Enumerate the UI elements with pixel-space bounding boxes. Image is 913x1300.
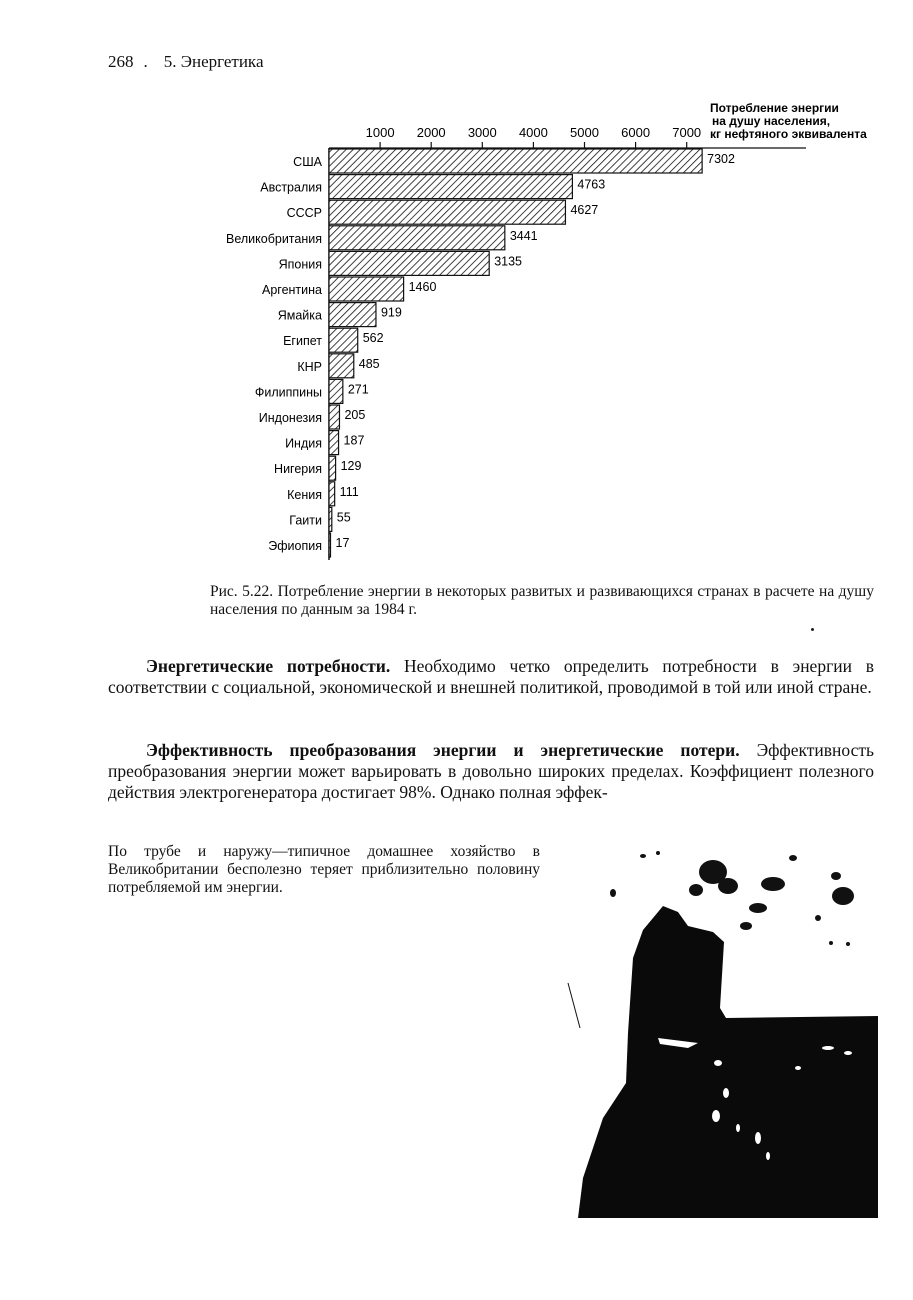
value-label: 111 [339,484,359,499]
bar [329,354,354,378]
category-label: Кения [287,487,322,502]
paragraph-text: Эффективность преобразования энергии может варьировать в довольно широких пределах. Коэффициент полезного действия электрогенератора достигает 98%. Однако полная эффек- [108,740,874,802]
photo-caption: По трубе и наружу—типичное домашнее хозяйство в Великобритании бесполезно теряет приблизительно половину потребляемой им энергии. [108,843,540,896]
x-tick-label: 7000 [672,125,702,140]
x-tick-label: 5000 [570,125,599,140]
value-label: 271 [347,382,369,397]
value-label: 4627 [570,203,599,218]
axis-title [710,101,867,141]
value-label: 187 [343,433,365,448]
x-tick-label: 2000 [416,125,446,140]
bar [329,175,572,199]
category-label: Нигерия [274,462,322,477]
category-label: Индия [285,436,322,451]
paragraph-efficiency [108,740,874,803]
bar [329,482,335,506]
value-label: 919 [380,305,402,320]
header-separator: . [143,52,148,71]
axis-title-line-1: Потребление энергии [710,101,839,115]
paragraph-text: Необходимо четко определить потребности в энергии в соответствии с социальной, экономической и внешней политикой, проводимой в той или иной стране. [108,656,874,697]
figure-caption: Рис. 5.22. Потребление энергии в некоторых развитых и развивающихся странах в расчете на душу населения по данным за 1984 г. [210,583,874,618]
bar [329,251,489,275]
bar [329,431,339,455]
value-label: 55 [336,510,351,525]
value-label: 485 [358,356,380,371]
bar [329,533,331,557]
bar [329,405,339,429]
value-label: 3135 [494,254,523,269]
x-tick-label: 6000 [621,125,651,140]
category-label: Индонезия [258,411,322,425]
paragraph-heading: Эффективность преобразования энергии и энергетические потери. [146,740,740,760]
x-tick-label: 4000 [518,125,548,140]
x-tick-label: 1000 [365,125,395,140]
bar [329,303,376,327]
axis-title-line-2: на душу населения, [712,114,831,128]
value-label: 562 [362,331,384,346]
category-label: Япония [278,257,322,272]
category-label: Филиппины [254,385,322,400]
stray-dot [811,628,814,631]
bar [329,328,358,352]
value-label: 7302 [707,152,735,166]
bar [329,149,702,173]
category-label: КНР [297,359,322,374]
bar [329,507,332,531]
section-title: 5. Энергетика [163,52,264,71]
category-label: Аргентина [262,283,322,297]
category-label: СССР [286,206,322,221]
bar [329,277,404,301]
bar [329,456,336,480]
value-label: 205 [344,408,366,422]
x-tick-label: 3000 [467,125,497,140]
value-label: 129 [340,459,362,474]
category-label: Ямайка [277,308,322,323]
paragraph-energy-needs [108,656,874,698]
value-label: 17 [335,536,350,550]
value-label: 4763 [577,177,606,192]
bar [329,200,565,224]
bar [329,226,505,250]
paragraph-heading: Энергетические потребности. [146,656,391,676]
category-label: Великобритания [226,231,322,246]
category-label: Египет [283,334,322,349]
page-number: 268 [108,52,134,71]
category-label: Австралия [260,180,322,195]
chimney-photo [548,838,878,1218]
category-label: Гаити [289,513,322,528]
energy-consumption-chart [0,0,913,575]
axis-title-line-3: кг нефтяного эквивалента [710,127,867,141]
category-label: США [293,155,322,169]
value-label: 1460 [408,280,437,294]
bar [329,379,343,403]
category-label: Эфиопия [268,539,322,553]
value-label: 3441 [509,228,538,243]
